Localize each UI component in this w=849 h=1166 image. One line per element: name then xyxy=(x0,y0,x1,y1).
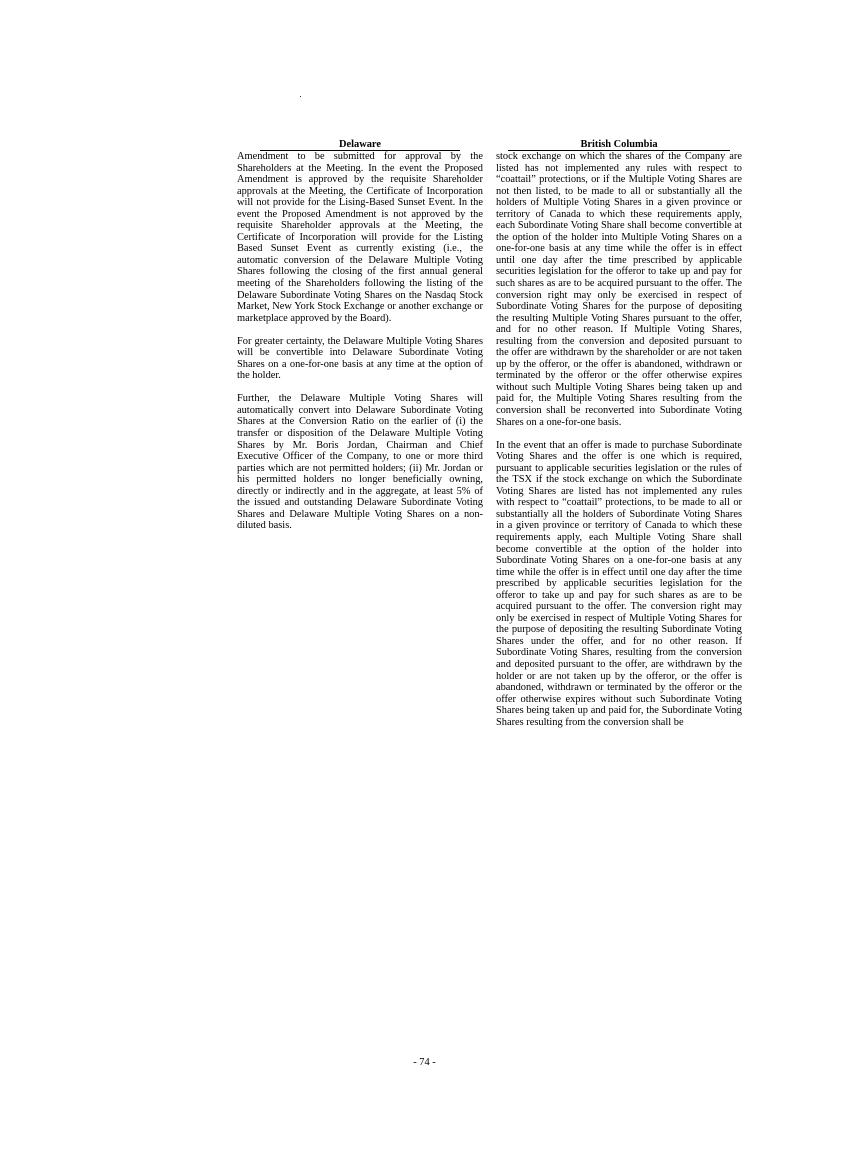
delaware-heading: Delaware xyxy=(339,139,381,150)
delaware-paragraph-1: Amendment to be submitted for approval by the Shareholders at the Meeting. In the event the Proposed Amendment is approved by the requisite Shareholder approvals at the Meeting, the Certificate of Incorporation will not provide for the Lising-Based Sunset Event. In the event the Proposed Amendment is not approved by the requisite Shareholder approvals at the Meeting, the Certificate of Incorporation will provide for the Listing Based Sunset Event as currently existing (i.e., the automatic conversion of the Delaware Multiple Voting Shares following the closing of the first annual general meeting of the Shareholders following the listing of the Delaware Subordinate Voting Shares on the Nasdaq Stock Market, New York Stock Exchange or another exchange or marketplace approved by the Board). xyxy=(237,151,483,324)
british-columbia-paragraph-1: stock exchange on which the shares of the Company are listed has not implemented any rules with respect to “coattail” protections, or if the Multiple Voting Shares are not then listed, to be made to all or substantially all the holders of Multiple Voting Shares in a given province or territory of Canada to which these requirements apply, each Subordinate Voting Share shall become convertible at the option of the holder into Multiple Voting Shares on a one-for-one basis at any time while the offer is in effect until one day after the time prescribed by applicable securities legislation for the offeror to take up and pay for such shares as are to be acquired pursuant to the offer. The conversion right may only be exercised in respect of Subordinate Voting Shares for the purpose of depositing the resulting Multiple Voting Shares pursuant to the offer, and for no other reason. If Multiple Voting Shares, resulting from the conversion and deposited pursuant to the offer are withdrawn by the shareholder or are not taken up by the offeror, or the offer is abandoned, withdrawn or terminated by the offeror or the offer otherwise expires without such Multiple Voting Shares being taken up and paid for, the Multiple Voting Shares resulting from the conversion shall be reconverted into Subordinate Voting Shares on a one-for-one basis. xyxy=(496,151,742,428)
delaware-paragraph-3: Further, the Delaware Multiple Voting Shares will automatically convert into Delaware Subordinate Voting Shares at the Conversion Ratio on the earlier of (i) the transfer or disposition of the Delaware Multiple Voting Shares by Mr. Boris Jordan, Chairman and Chief Executive Officer of the Company, to one or more third parties which are not permitted holders; (ii) Mr. Jordan or his permitted holders no longer beneficially owning, directly or indirectly and in the aggregate, at least 5% of the issued and outstanding Delaware Subordinate Voting Shares and Delaware Multiple Voting Shares on a non-diluted basis. xyxy=(237,393,483,532)
british-columbia-column xyxy=(496,139,742,728)
delaware-column xyxy=(237,139,483,532)
delaware-paragraph-2: For greater certainty, the Delaware Multiple Voting Shares will be convertible into Delaware Subordinate Voting Shares on a one-for-one basis at any time at the option of the holder. xyxy=(237,335,483,382)
british-columbia-heading: British Columbia xyxy=(580,139,658,150)
page-number: - 74 - xyxy=(413,1057,436,1068)
stray-mark xyxy=(300,96,301,97)
british-columbia-paragraph-2: In the event that an offer is made to purchase Subordinate Voting Shares and the offer is one which is required, pursuant to applicable securities legislation or the rules of the TSX if the stock exchange on which the Subordinate Voting Shares are listed has not implemented any rules with respect to “coattail” protections, to be made to all or substantially all the holders of Subordinate Voting Shares in a given province or territory of Canada to which these requirements apply, each Multiple Voting Share shall become convertible at the option of the holder into Subordinate Voting Shares on a one-for-one basis at any time while the offer is in effect until one day after the time prescribed by applicable securities legislation for the offeror to take up and pay for such shares as are to be acquired pursuant to the offer. The conversion right may only be exercised in respect of Multiple Voting Shares for the purpose of depositing the resulting Subordinate Voting Shares under the offer, and for no other reason. If Subordinate Voting Shares, resulting from the conversion and deposited pursuant to the offer, are withdrawn by the holder or are not taken up by the offeror, or the offer is abandoned, withdrawn or terminated by the offeror or the offer otherwise expires without such Subordinate Voting Shares being taken up and paid for, the Subordinate Voting Shares resulting from the conversion shall be xyxy=(496,439,742,728)
